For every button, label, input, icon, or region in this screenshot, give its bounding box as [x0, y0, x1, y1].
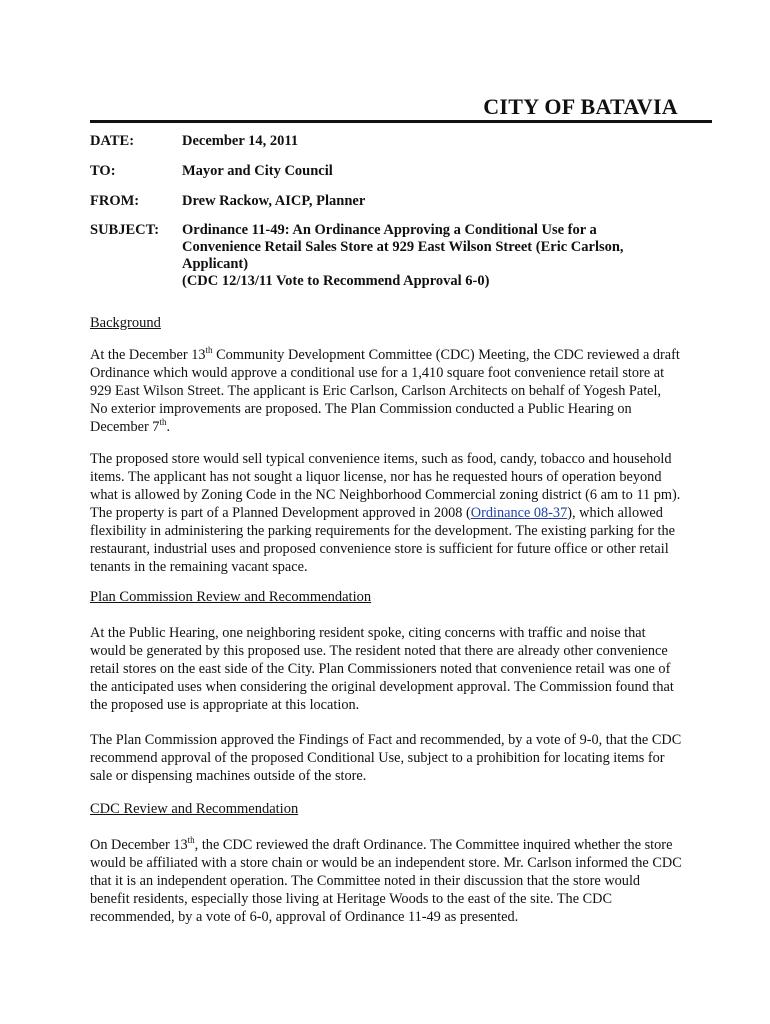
background-paragraph-2: The proposed store would sell typical convenience items, such as food, candy, tobacco and household items. The applicant has not sought a liquor license, nor has he requested hours of operation beyond what is allowed by Zoning Code in the NC Neighborhood Commercial zoning district (6 am to 11 pm). The property is part of a Planned Development approved in 2008 (Ordinance 08-37), which allowed flexibility in administering the parking requirements for the development. The existing parking for the restaurant, industrial uses and proposed convenience store is sufficient for future office or other retail tenants in the remaining vacant space.: [90, 451, 681, 575]
subject-line-1: Ordinance 11-49: An Ordinance Approving a Conditional Use for a: [182, 222, 597, 238]
cdc-heading: CDC Review and Recommendation: [90, 801, 299, 817]
from-label: FROM:: [90, 193, 140, 209]
background-paragraph-1: At the December 13th Community Development Committee (CDC) Meeting, the CDC reviewed a draft Ordinance which would approve a conditional use for a 1,410 square foot convenience retail store at 929 East Wilson Street. The applicant is Eric Carlson, Carlson Architects on behalf of Yogesh Patel, No exterior improvements are proposed. The Plan Commission conducted a Public Hearing on December 7th.: [90, 345, 680, 435]
ordinance-08-37-link[interactable]: Ordinance 08-37: [470, 505, 568, 521]
cdc-paragraph-1: On December 13th, the CDC reviewed the draft Ordinance. The Committee inquired whether the store would be affiliated with a store chain or would be an independent store. Mr. Carlson informed the CDC that it is an independent operation. The Committee noted in their discussion that the store would benefit residents, especially those living at Heritage Woods to the east of the site. The CDC recommended, by a vote of 6-0, approval of Ordinance 11-49 as presented.: [90, 835, 682, 925]
subject-label: SUBJECT:: [90, 222, 160, 238]
subject-line-2: Convenience Retail Sales Store at 929 East Wilson Street (Eric Carlson,: [182, 239, 624, 255]
background-heading: Background: [90, 315, 161, 331]
plan-commission-heading: Plan Commission Review and Recommendation: [90, 589, 372, 605]
subject-line-3: Applicant): [182, 256, 249, 272]
subject-line-4: (CDC 12/13/11 Vote to Recommend Approval 6-0): [182, 273, 490, 289]
from-value: Drew Rackow, AICP, Planner: [182, 193, 366, 209]
plan-paragraph-2: The Plan Commission approved the Findings of Fact and recommended, by a vote of 9-0, that the CDC recommend approval of the proposed Conditional Use, subject to a prohibition for locating items for sale or dispensing machines outside of the store.: [90, 732, 682, 784]
title-rule: [90, 120, 712, 123]
to-value: Mayor and City Council: [182, 163, 333, 179]
date-value: December 14, 2011: [182, 133, 299, 149]
date-label: DATE:: [90, 133, 135, 149]
plan-paragraph-1: At the Public Hearing, one neighboring resident spoke, citing concerns with traffic and noise that would be generated by this proposed use. The resident noted that there are already other convenience retail stores on the east side of the City. Plan Commissioners noted that convenience retail was one of the anticipated uses when considering the original development approval. The Commission found that the proposed use is appropriate at this location.: [90, 625, 674, 713]
subject-value: [182, 222, 652, 290]
to-label: TO:: [90, 163, 116, 179]
city-title: CITY OF BATAVIA: [483, 94, 678, 119]
